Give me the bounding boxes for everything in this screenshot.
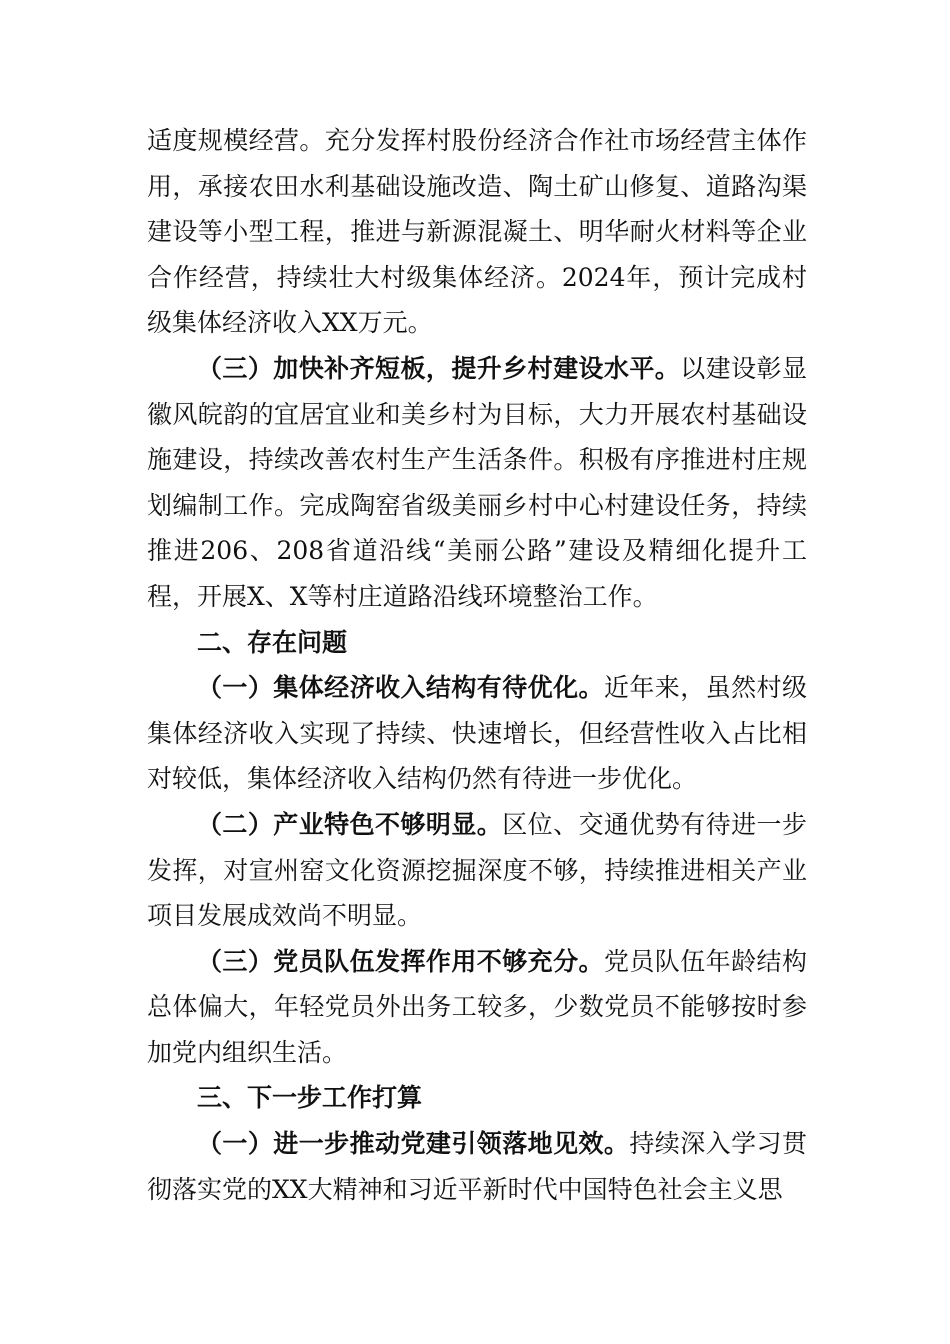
paragraph-text: 党员队伍年龄结构总体偏大，年轻党员外出务工较多，少数党员不能够按时参加党内组织生活。	[147, 946, 807, 1067]
paragraph-item	[147, 802, 807, 939]
section-heading: 二、存在问题	[197, 627, 348, 657]
paragraph-item	[147, 1121, 807, 1212]
paragraph-lead: （二）产业特色不够明显。	[197, 809, 503, 839]
paragraph-item	[147, 346, 807, 620]
document-body	[147, 118, 807, 1212]
paragraph-text: 近年来，虽然村级集体经济收入实现了持续、快速增长，但经营性收入占比相对较低，集体经济收入结构仍然有待进一步优化。	[147, 673, 807, 794]
paragraph-lead: （三）党员队伍发挥作用不够充分。	[197, 946, 604, 976]
paragraph-lead: （三）加快补齐短板，提升乡村建设水平。	[197, 353, 681, 383]
paragraph-text: 区位、交通优势有待进一步发挥，对宣州窑文化资源挖掘深度不够，持续推进相关产业项目发展成效尚不明显。	[147, 809, 807, 931]
paragraph-continuation	[147, 118, 807, 346]
paragraph-text: 以建设彰显徽风皖韵的宜居宜业和美乡村为目标，大力开展农村基础设施建设，持续改善农村生产生活条件。积极有序推进村庄规划编制工作。完成陶窑省级美丽乡村中心村建设任务，持续推进206、208省道沿线“美丽公路”建设及精细化提升工程，开展X、X等村庄道路沿线环境整治工作。	[147, 353, 807, 611]
paragraph-text: 持续深入学习贯彻落实党的XX大精神和习近平新时代中国特色社会主义思	[147, 1129, 807, 1204]
paragraph-item	[147, 665, 807, 802]
paragraph-item	[147, 939, 807, 1076]
paragraph-lead: （一）进一步推动党建引领落地见效。	[197, 1129, 630, 1159]
paragraph-text: 适度规模经营。充分发挥村股份经济合作社市场经营主体作用，承接农田水利基础设施改造、陶土矿山修复、道路沟渠建设等小型工程，推进与新源混凝土、明华耐火材料等企业合作经营，持续壮大村级集体经济。2024年，预计完成村级集体经济收入XX万元。	[147, 126, 807, 338]
paragraph-lead: （一）集体经济收入结构有待优化。	[197, 673, 604, 703]
section-heading: 三、下一步工作打算	[197, 1083, 423, 1113]
